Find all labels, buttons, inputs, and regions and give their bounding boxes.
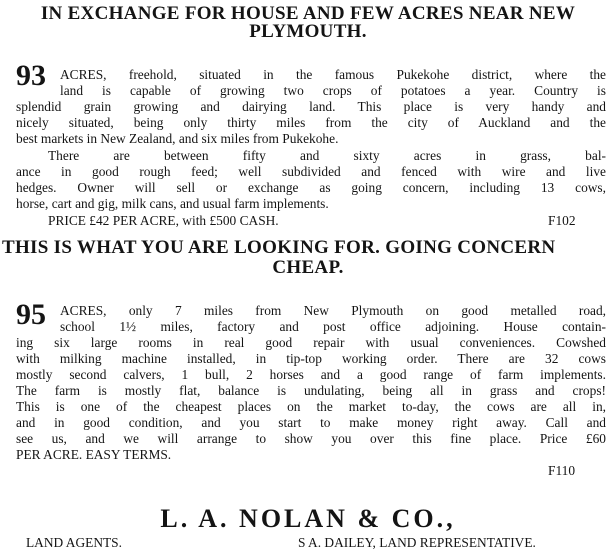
footer-left-text: LAND AGENTS. [26,535,122,550]
ad2-heading-line1: THIS IS WHAT YOU ARE LOOKING FOR. GOING CONCERN [2,237,556,258]
ad2-body-line: PER ACRE. EASY TERMS. [16,447,172,462]
ad2-acreage-number: 95 [16,298,46,331]
ad1-body-line: There are between fifty and sixty acres in grass, bal- [48,148,606,163]
ad2-body-line: ing six large rooms in real good repair with usual conveniences. Cowshed [16,335,606,350]
ad2-body-line: and in good condition, and you start to make money right away. Call and [16,415,606,430]
ad1-body-line: hedges. Owner will sell or exchange as going concern, including 13 cows, [16,180,606,195]
ad1-body-line: ACRES, freehold, situated in the famous Pukekohe district, where the [60,67,606,82]
ad1-heading-line1: IN EXCHANGE FOR HOUSE AND FEW ACRES NEAR NEW [40,3,576,24]
ad1-acreage-number: 93 [16,59,46,92]
ad2-body-line: This is one of the cheapest places on the market to-day, the cows are all in, [16,399,606,414]
ad1-body-line: ance in good rough feed; well subdivided and fenced with wire and live [16,164,606,179]
ad2-reference-code: F110 [548,463,576,478]
ad2-body-line: The farm is mostly flat, balance is undulating, being all in grass and crops! [16,383,606,398]
ad2-body-line: with milking machine installed, in tip-top working order. There are 32 cows [16,351,606,366]
ad1-heading-line2: PLYMOUTH. [249,21,367,42]
ad1-reference-code: F102 [548,213,576,228]
ad1-body-line: nicely situated, being only thirty miles from the city of Auckland and the [16,115,606,130]
ad2-body-line: see us, and we will arrange to show you over this fine place. Price £60 [16,431,606,446]
ad2-body-line: school 1½ miles, factory and post office adjoining. House contain- [60,319,606,334]
ad1-body-line: splendid grain growing and dairying land. This place is very handy and [16,99,606,114]
agency-name: L. A. NOLAN & CO., [160,504,456,533]
ad2-heading-line2: CHEAP. [272,257,344,278]
ad2-body-line: ACRES, only 7 miles from New Plymouth on good metalled road, [60,303,606,318]
footer-right-text: S A. DAILEY, LAND REPRESENTATIVE. [298,535,536,550]
ad1-price: PRICE £42 PER ACRE, with £500 CASH. [48,213,279,228]
ad1-body-line: horse, cart and gig, milk cans, and usual farm implements. [16,196,329,211]
ad2-body-line: mostly second calvers, 1 bull, 2 horses and a good range of farm implements. [16,367,606,382]
ad1-body-line: best markets in New Zealand, and six miles from Pukekohe. [16,131,339,146]
ad1-body-line: land is capable of growing two crops of potatoes a year. Country is [60,83,606,98]
